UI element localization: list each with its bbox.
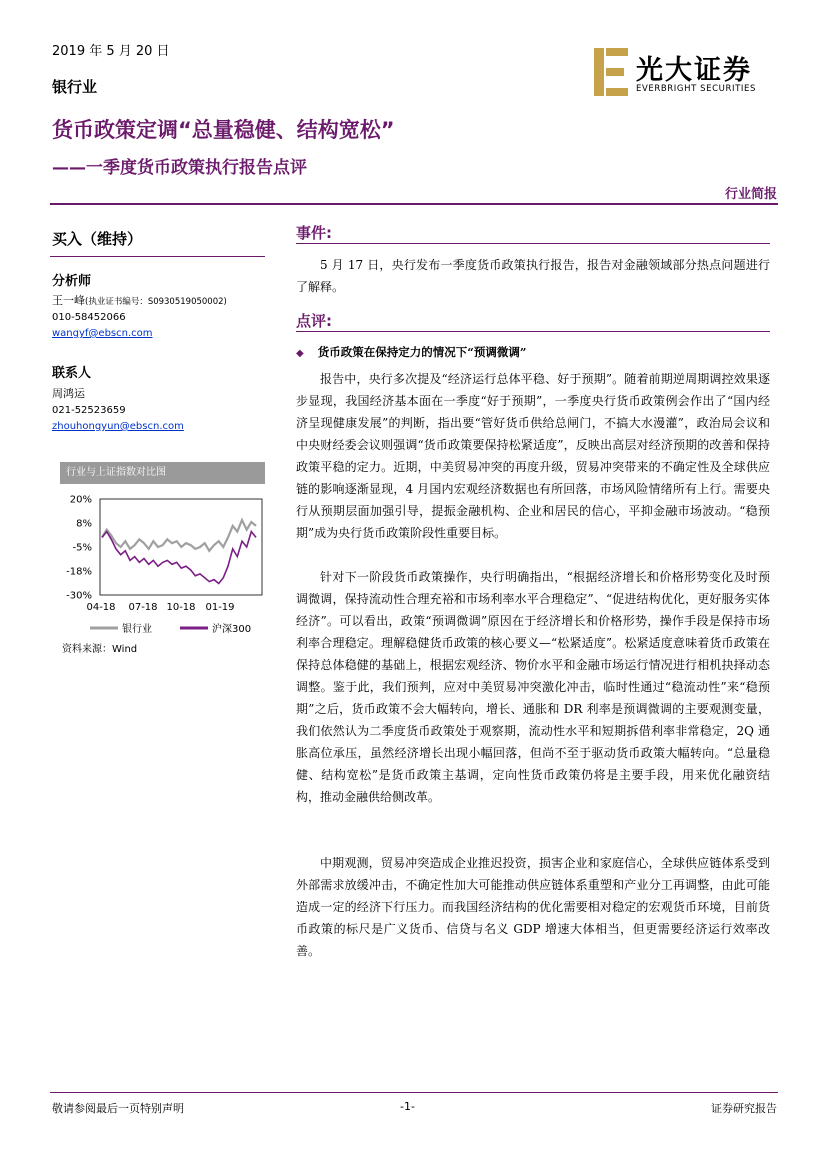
chart-source: 资料来源：Wind	[62, 644, 138, 655]
contact-name: 周鸿运	[52, 387, 85, 400]
logo-mark-icon	[592, 46, 632, 98]
contact-heading: 联系人	[52, 366, 92, 381]
header-divider	[50, 203, 778, 205]
x-tick-label: 01-19	[205, 602, 235, 613]
report-title: 货币政策定调“总量稳健、结构宽松”	[52, 118, 395, 142]
chart-title: 行业与上证指数对比图	[60, 462, 265, 484]
page-number: -1-	[400, 1100, 415, 1113]
bullet-heading-text: 货币政策在保持定力的情况下“预调微调”	[317, 345, 527, 359]
x-tick-label: 07-18	[128, 602, 158, 613]
sector-label: 银行业	[52, 78, 98, 96]
document-type: 行业简报	[724, 187, 777, 202]
footer-disclaimer: 敬请参阅最后一页特别声明	[52, 1102, 184, 1115]
paragraph-3: 中期观测，贸易冲突造成企业推迟投资，损害企业和家庭信心，全球供应链体系受到外部需求放缓冲击，不确定性加大可能推动供应链体系重塑和产业分工再调整，由此可能造成一定的经济下行压力。而我国经济结构的优化需要相对稳定的宏观货币环境，目前货币政策的标尺是广义货币、信贷与名义 GDP 增速大体相当，但更需要经济运行效率改善。	[296, 856, 770, 958]
analyst-info	[52, 293, 227, 310]
legend-label-hs300: 沪深300	[212, 624, 252, 635]
report-date: 2019 年 5 月 20 日	[52, 44, 170, 59]
rating: 买入（维持）	[52, 230, 143, 248]
y-tick-label: 8%	[76, 518, 92, 530]
y-tick-label: 20%	[69, 494, 92, 506]
paragraph-1: 报告中，央行多次提及“经济运行总体平稳、好于预期”。随着前期逆周期调控效果逐步显现，我国经济基本面在一季度“好于预期”，一季度央行货币政策例会作出了“国内经济呈现健康发展”的判断，指出要“管好货币供给总闸门，不搞大水漫灌”，政治局会议和中央财经委会议则强调“货币政策要保持松紧适度”，反映出高层对经济预期的改善和保持政策平稳的定力。近期，中美贸易冲突的再度升级，贸易冲突带来的不确定性及全球供应链的影响逐渐显现，4 月国内宏观经济数据也有所回落，市场风险情绪所有上行。需要央行从预期层面加强引导，提振金融机构、企业和居民的信心，平抑金融市场波动。“稳预期”成为央行货币政策阶段性重要目标。	[296, 372, 770, 540]
review-divider	[296, 331, 770, 332]
footer-divider	[50, 1092, 778, 1093]
paragraph-2: 针对下一阶段货币政策操作，央行明确指出，“根据经济增长和价格形势变化及时预调微调，保持流动性合理充裕和市场利率水平合理稳定”、“促进结构优化，更好服务实体经济”。可以看出，政策“预调微调”原因在于经济增长和价格形势，操作手段是保持市场利率合理稳定。理解稳健货币政策的核心要义—“松紧适度”。松紧适度意味着货币政策在保持总体稳健的基础上，根据宏观经济、物价水平和金融市场运行情况进行相机抉择动态调整。鉴于此，我们预判，应对中美贸易冲突激化冲击，临时性通过“稳流动性”来“稳预期”之后，货币政策不会大幅转向，增长、通胀和 DR 利率是预调微调的主要观测变量，我们依然认为二季度货币政策处于观察期，流动性水平和短期拆借利率非常稳定，2Q 通胀高位承压，虽然经济增长出现小幅回落，但尚不至于驱动货币政策大幅转向。“总量稳健、结构宽松”是货币政策主基调，定向性货币政策仍将是主要手段，用来优化融资结构，推动金融供给侧改革。	[296, 570, 770, 804]
logo-english-name: EVERBRIGHT SECURITIES	[636, 84, 756, 94]
bullet-heading	[296, 344, 526, 360]
y-tick-label: -18%	[66, 566, 92, 578]
chart-plot	[60, 484, 265, 659]
x-tick-label: 04-18	[86, 602, 116, 613]
review-heading: 点评:	[296, 312, 332, 330]
rating-divider	[50, 256, 265, 257]
y-tick-label: -30%	[66, 590, 92, 602]
diamond-bullet-icon: ◆	[296, 348, 304, 359]
analyst-name: 王一峰	[52, 294, 85, 307]
analyst-email-link[interactable]: wangyf@ebscn.com	[52, 328, 153, 339]
series-line-hs300	[102, 532, 256, 584]
logo-chinese-name: 光大证券	[636, 55, 752, 86]
event-divider	[296, 243, 770, 244]
legend-label-bank: 银行业	[122, 624, 152, 635]
series-line-bank	[102, 520, 256, 551]
report-subtitle: ——一季度货币政策执行报告点评	[52, 158, 307, 178]
comparison-chart	[60, 462, 265, 657]
event-heading: 事件:	[296, 224, 332, 242]
y-tick-label: -5%	[72, 542, 92, 554]
analyst-phone: 010-58452066	[52, 312, 126, 323]
analyst-cert: (执业证书编号：S0930519050002)	[85, 297, 227, 307]
everbright-logo	[592, 44, 792, 100]
footer-report-type: 证券研究报告	[711, 1102, 777, 1115]
event-paragraph: 5 月 17 日，央行发布一季度货币政策执行报告，报告对金融领域部分热点问题进行了解释。	[296, 258, 770, 294]
contact-email-link[interactable]: zhouhongyun@ebscn.com	[52, 421, 184, 432]
contact-phone: 021-52523659	[52, 405, 126, 416]
x-tick-label: 10-18	[166, 602, 196, 613]
analyst-heading: 分析师	[52, 274, 92, 289]
